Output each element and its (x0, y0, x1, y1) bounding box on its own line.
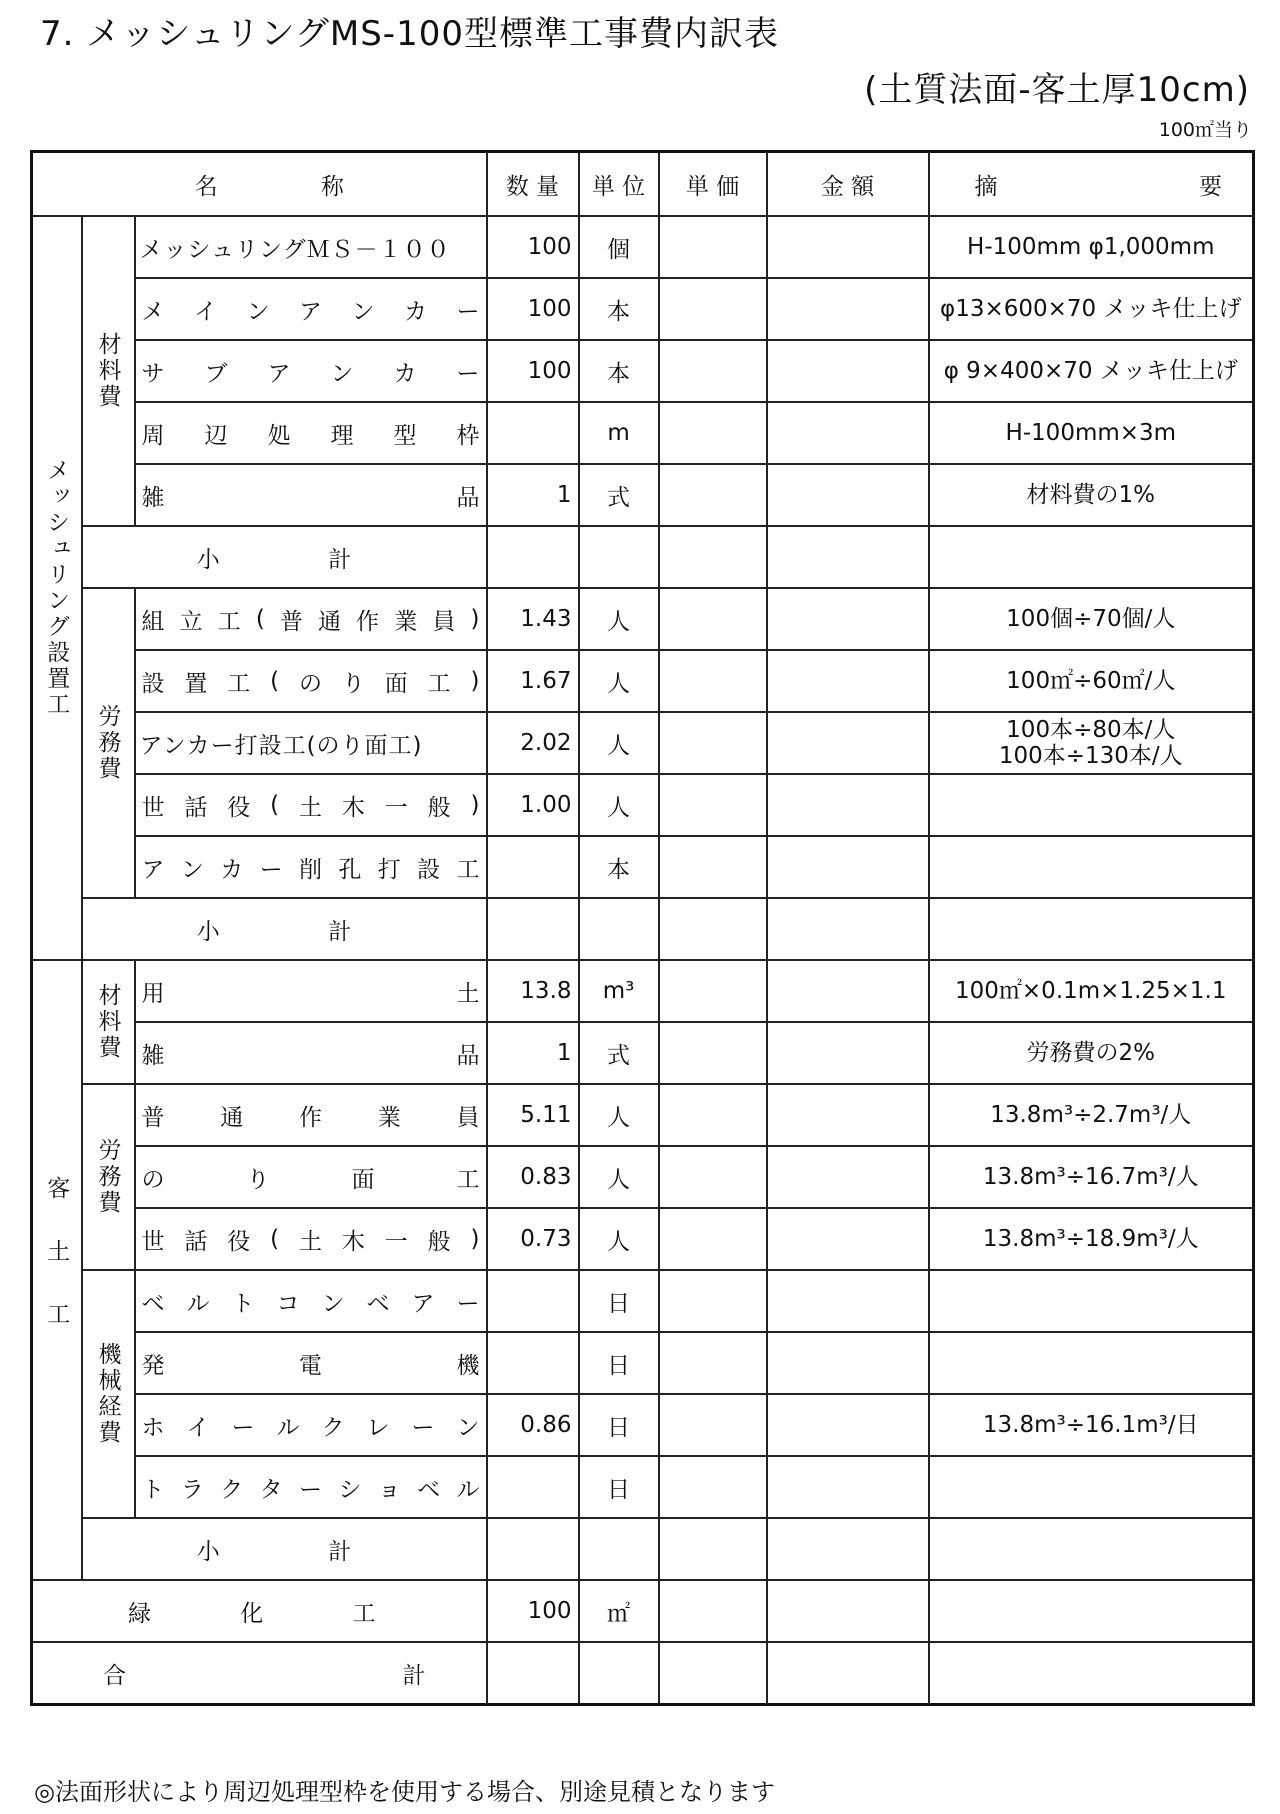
item-remarks (929, 774, 1254, 836)
table-header-row (32, 152, 1254, 217)
item-amount (767, 836, 929, 898)
table-row (32, 588, 1254, 650)
table-row (32, 278, 1254, 340)
total-label: 合 計 (32, 1642, 487, 1705)
item-name: 発 電 機 (135, 1332, 487, 1394)
item-qty (487, 898, 579, 960)
item-unit: 式 (579, 1022, 659, 1084)
item-qty (487, 1456, 579, 1518)
item-amount (767, 650, 929, 712)
greening-unit: ㎡ (579, 1580, 659, 1642)
table-row (32, 960, 1254, 1022)
item-unit-price (659, 278, 767, 340)
item-name: アンカー打設工(のり面工) (135, 712, 487, 774)
item-qty: 1.67 (487, 650, 579, 712)
total-amount (767, 1642, 929, 1705)
item-name: 雑 品 (135, 1022, 487, 1084)
item-remarks (929, 1270, 1254, 1332)
item-amount (767, 1146, 929, 1208)
item-name: メ イ ン ア ン カ ー (135, 278, 487, 340)
page-title: 7. メッシュリングMS-100型標準工事費内訳表 (40, 14, 779, 54)
item-unit-price (659, 774, 767, 836)
table-row (32, 1084, 1254, 1146)
item-amount (767, 774, 929, 836)
table-row (32, 712, 1254, 774)
greening-label: 緑 化 工 (32, 1580, 487, 1642)
item-unit (579, 526, 659, 588)
item-amount (767, 898, 929, 960)
item-unit-price (659, 898, 767, 960)
item-name: ベ ル ト コ ン ベ ア ー (135, 1270, 487, 1332)
item-qty: 0.83 (487, 1146, 579, 1208)
item-amount (767, 1332, 929, 1394)
total-unit (579, 1642, 659, 1705)
item-unit: 人 (579, 1208, 659, 1270)
item-unit: 人 (579, 774, 659, 836)
item-qty: 100 (487, 278, 579, 340)
item-remarks (929, 836, 1254, 898)
item-qty: 1 (487, 464, 579, 526)
subtotal-label: 小 計 (82, 526, 487, 588)
item-unit: 人 (579, 588, 659, 650)
item-unit-price (659, 464, 767, 526)
item-amount (767, 1208, 929, 1270)
item-unit: 日 (579, 1456, 659, 1518)
item-unit: 式 (579, 464, 659, 526)
item-name: メッシュリングＭＳ－１００ (135, 216, 487, 278)
item-name: 世 話 役 ( 土 木 一 般 ) (135, 1208, 487, 1270)
item-unit-price (659, 216, 767, 278)
item-qty: 1.00 (487, 774, 579, 836)
item-unit-price (659, 1580, 767, 1642)
item-remarks: φ 9×400×70 メッキ仕上げ (929, 340, 1254, 402)
greening-qty: 100 (487, 1580, 579, 1642)
section-label-installation: メッシュリング設置工 (32, 216, 82, 960)
item-qty (487, 836, 579, 898)
item-name: 組 立 工 ( 普 通 作 業 員 ) (135, 588, 487, 650)
item-unit-price (659, 1146, 767, 1208)
category-label-materials-2: 材料費 (82, 960, 135, 1084)
table-row (32, 774, 1254, 836)
table-row (32, 340, 1254, 402)
item-remarks (929, 898, 1254, 960)
item-unit-price (659, 1022, 767, 1084)
item-amount (767, 1518, 929, 1580)
item-unit: m (579, 402, 659, 464)
item-name: 普 通 作 業 員 (135, 1084, 487, 1146)
item-amount (767, 464, 929, 526)
item-remarks (929, 1518, 1254, 1580)
item-unit: 日 (579, 1270, 659, 1332)
item-name: ア ン カ ー 削 孔 打 設 工 (135, 836, 487, 898)
item-amount (767, 1084, 929, 1146)
item-name: サ ブ ア ン カ ー (135, 340, 487, 402)
item-remarks: H-100mm φ1,000mm (929, 216, 1254, 278)
item-unit-price (659, 340, 767, 402)
item-unit-price (659, 1270, 767, 1332)
item-remarks: 13.8m³÷2.7m³/人 (929, 1084, 1254, 1146)
table-row (32, 1394, 1254, 1456)
item-qty: 100 (487, 216, 579, 278)
item-unit: 本 (579, 836, 659, 898)
item-unit-price (659, 712, 767, 774)
item-qty: 0.86 (487, 1394, 579, 1456)
table-row (32, 1146, 1254, 1208)
total-remarks (929, 1642, 1254, 1705)
item-unit-price (659, 650, 767, 712)
table-row (32, 1332, 1254, 1394)
item-qty: 1 (487, 1022, 579, 1084)
item-qty: 100 (487, 340, 579, 402)
category-label-labor-2: 労務費 (82, 1084, 135, 1270)
item-name: ホ イ ー ル ク レ ー ン (135, 1394, 487, 1456)
item-amount (767, 278, 929, 340)
item-amount (767, 712, 929, 774)
table-row (32, 216, 1254, 278)
footer-note: ◎法面形状により周辺処理型枠を使用する場合、別途見積となります (34, 1778, 775, 1806)
total-unit-price (659, 1642, 767, 1705)
item-name: 設 置 工 ( の り 面 工 ) (135, 650, 487, 712)
item-amount (767, 216, 929, 278)
subtotal-label: 小 計 (82, 1518, 487, 1580)
item-unit (579, 1518, 659, 1580)
item-qty: 13.8 (487, 960, 579, 1022)
item-remarks (929, 1580, 1254, 1642)
header-remarks (929, 152, 1254, 217)
item-remarks: 100㎡÷60㎡/人 (929, 650, 1254, 712)
item-unit (579, 898, 659, 960)
item-amount (767, 340, 929, 402)
item-unit: 人 (579, 1084, 659, 1146)
header-remarks-1: 摘 (974, 173, 998, 200)
subtotal-row (32, 1518, 1254, 1580)
item-remarks: 13.8m³÷16.7m³/人 (929, 1146, 1254, 1208)
item-remarks: 13.8m³÷16.1m³/日 (929, 1394, 1254, 1456)
header-unit: 単 位 (579, 152, 659, 217)
item-amount (767, 1580, 929, 1642)
item-remarks: 13.8m³÷18.9m³/人 (929, 1208, 1254, 1270)
item-unit-price (659, 1456, 767, 1518)
item-remarks: 材料費の1% (929, 464, 1254, 526)
item-unit-price (659, 960, 767, 1022)
header-name-2: 称 (320, 173, 344, 200)
item-name: ト ラ ク タ ー シ ョ ベ ル (135, 1456, 487, 1518)
item-unit: 日 (579, 1332, 659, 1394)
item-unit-price (659, 526, 767, 588)
subtotal-row (32, 526, 1254, 588)
item-amount (767, 1394, 929, 1456)
item-remarks (929, 1456, 1254, 1518)
item-unit: m³ (579, 960, 659, 1022)
item-remarks: 100個÷70個/人 (929, 588, 1254, 650)
table-row (32, 464, 1254, 526)
item-unit: 本 (579, 340, 659, 402)
table-row (32, 1208, 1254, 1270)
cost-breakdown-table (30, 150, 1255, 1706)
item-name: 周 辺 処 理 型 枠 (135, 402, 487, 464)
item-qty (487, 1518, 579, 1580)
item-name: の り 面 工 (135, 1146, 487, 1208)
item-unit: 人 (579, 1146, 659, 1208)
table-row (32, 402, 1254, 464)
table-row (32, 1022, 1254, 1084)
item-qty (487, 526, 579, 588)
header-quantity: 数 量 (487, 152, 579, 217)
header-amount: 金 額 (767, 152, 929, 217)
item-amount (767, 960, 929, 1022)
item-remarks: 労務費の2% (929, 1022, 1254, 1084)
subtotal-row (32, 898, 1254, 960)
item-amount (767, 588, 929, 650)
item-unit-price (659, 1084, 767, 1146)
item-unit-price (659, 1394, 767, 1456)
item-amount (767, 1022, 929, 1084)
item-amount (767, 1456, 929, 1518)
item-remarks (929, 1332, 1254, 1394)
item-amount (767, 402, 929, 464)
category-label-labor: 労務費 (82, 588, 135, 898)
item-unit-price (659, 588, 767, 650)
page-subtitle: (土質法面-客土厚10cm) (864, 70, 1250, 110)
item-qty: 5.11 (487, 1084, 579, 1146)
category-label-machinery: 機械経費 (82, 1270, 135, 1518)
item-amount (767, 526, 929, 588)
header-unit-price: 単 価 (659, 152, 767, 217)
item-remarks: φ13×600×70 メッキ仕上げ (929, 278, 1254, 340)
item-unit-price (659, 836, 767, 898)
item-name: 用 土 (135, 960, 487, 1022)
total-qty (487, 1642, 579, 1705)
table-row (32, 836, 1254, 898)
item-remarks: 100㎡×0.1m×1.25×1.1 (929, 960, 1254, 1022)
item-unit-price (659, 402, 767, 464)
item-amount (767, 1270, 929, 1332)
item-qty (487, 1270, 579, 1332)
item-name: 世 話 役 ( 土 木 一 般 ) (135, 774, 487, 836)
header-remarks-2: 要 (1199, 173, 1223, 200)
category-label-materials: 材料費 (82, 216, 135, 526)
header-name (32, 152, 487, 217)
item-remarks (929, 526, 1254, 588)
item-unit: 人 (579, 712, 659, 774)
item-unit: 日 (579, 1394, 659, 1456)
unit-note: 100㎡当り (1158, 119, 1252, 141)
item-qty: 1.43 (487, 588, 579, 650)
table-row (32, 1456, 1254, 1518)
item-unit: 人 (579, 650, 659, 712)
total-row (32, 1642, 1254, 1705)
table-row (32, 1270, 1254, 1332)
item-qty: 0.73 (487, 1208, 579, 1270)
greening-row (32, 1580, 1254, 1642)
item-unit: 本 (579, 278, 659, 340)
item-unit-price (659, 1208, 767, 1270)
item-qty: 2.02 (487, 712, 579, 774)
item-remarks: 100本÷80本/人 100本÷130本/人 (929, 712, 1254, 774)
item-name: 雑 品 (135, 464, 487, 526)
item-remarks: H-100mm×3m (929, 402, 1254, 464)
item-unit: 個 (579, 216, 659, 278)
header-name-1: 名 (194, 173, 218, 200)
subtotal-label: 小 計 (82, 898, 487, 960)
table-row (32, 650, 1254, 712)
item-unit-price (659, 1518, 767, 1580)
section-label-soil: 客土工 (32, 960, 82, 1580)
item-qty (487, 1332, 579, 1394)
item-unit-price (659, 1332, 767, 1394)
item-qty (487, 402, 579, 464)
